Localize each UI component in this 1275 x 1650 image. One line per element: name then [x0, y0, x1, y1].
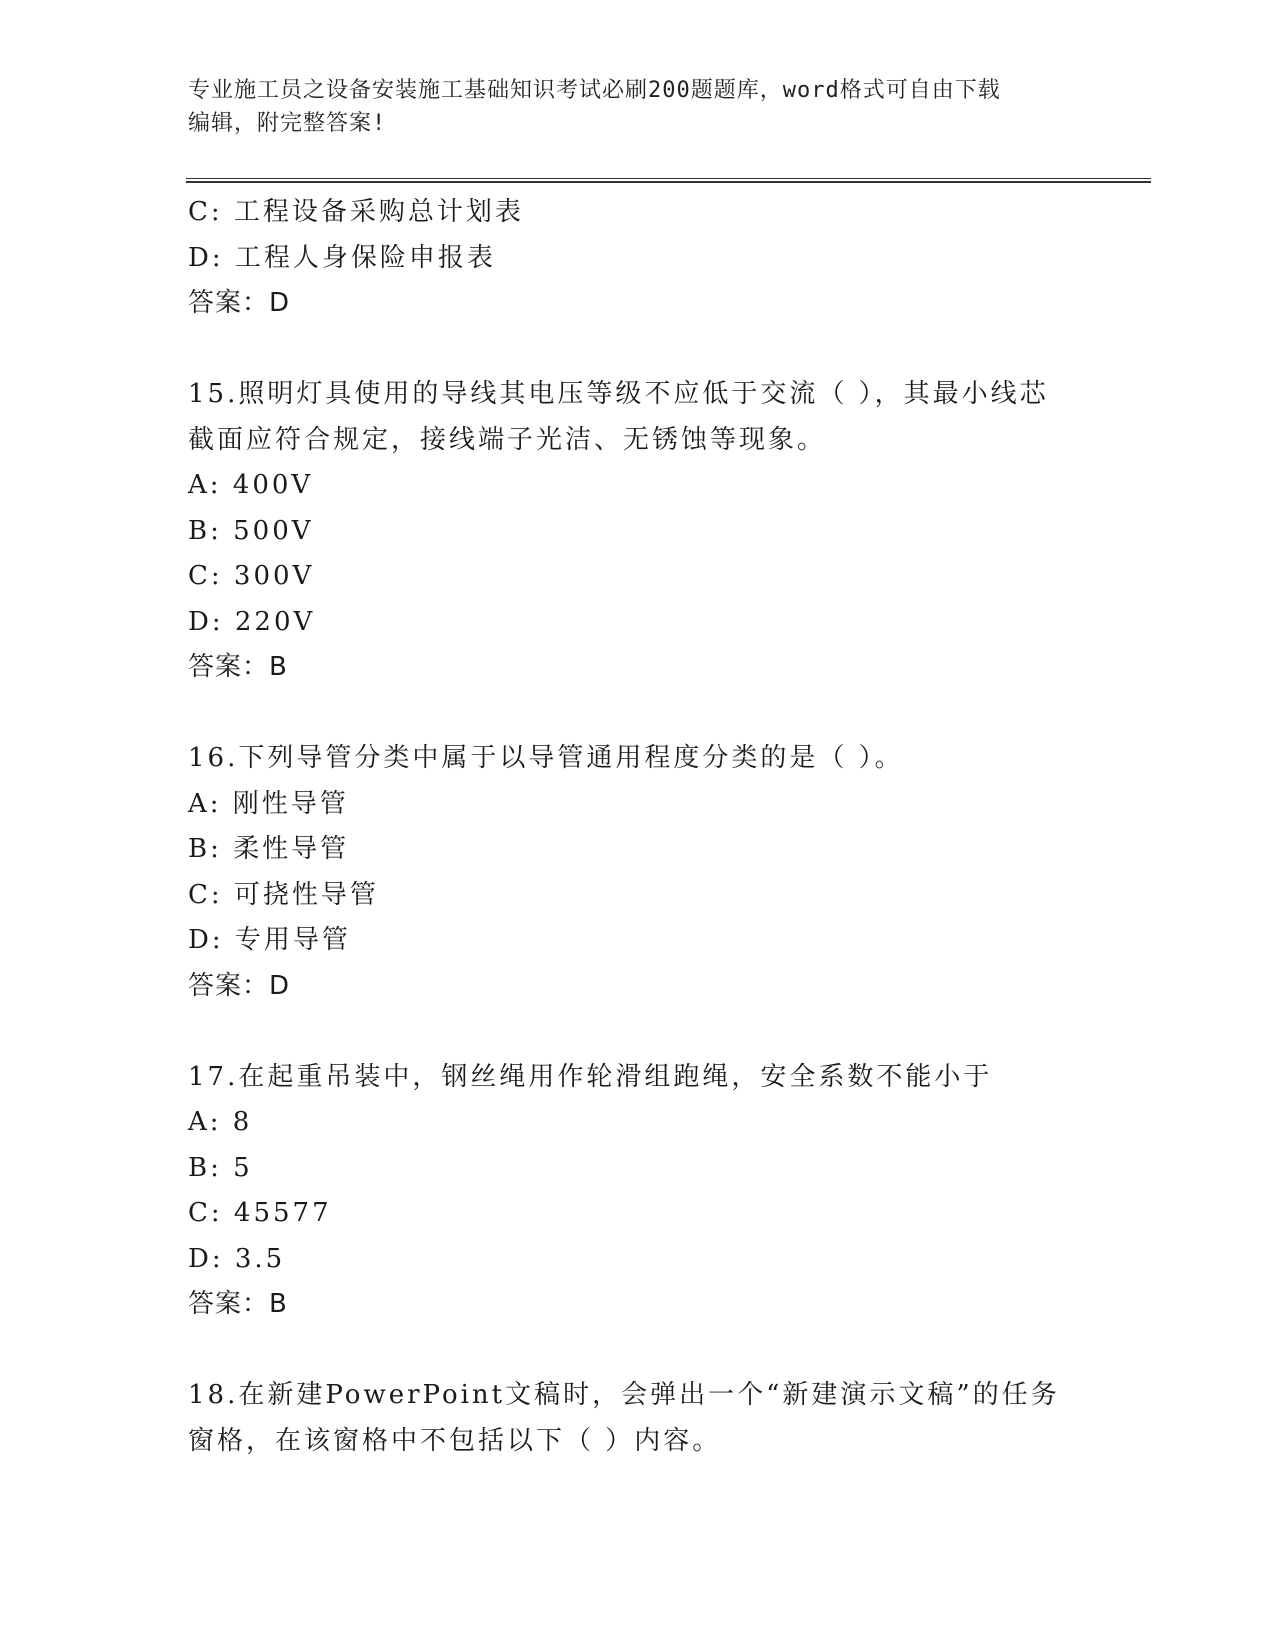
question-block-16 — [188, 736, 1088, 1009]
option-a: A: 400V — [188, 470, 314, 500]
question-text-line-1: 17.在起重吊装中，钢丝绳用作轮滑组跑绳，安全系数不能小于 — [188, 1061, 993, 1092]
question-text-line-1: 15.照明灯具使用的导线其电压等级不应低于交流（ ），其最小线芯 — [188, 379, 1049, 409]
option-c: C: 可挠性导管 — [188, 879, 379, 910]
option-c: C: 300V — [188, 561, 315, 591]
answer-line: 答案：D — [188, 288, 291, 318]
option-d: D: 3.5 — [188, 1243, 286, 1274]
option-d: D: 220V — [188, 606, 316, 637]
answer-line: 答案：B — [188, 652, 288, 682]
option-d: D: 专用导管 — [188, 925, 351, 955]
question-block-17 — [188, 1055, 1088, 1328]
answer-line: 答案：D — [188, 970, 291, 1001]
option-b: B: 5 — [188, 1152, 253, 1183]
question-block-14 — [188, 190, 1088, 327]
spacer — [188, 1009, 1088, 1055]
question-text-line-2: 窗格，在该窗格中不包括以下（ ）内容。 — [188, 1425, 722, 1456]
header-title-line-1: 专业施工员之设备安装施工基础知识考试必刷200题题库，word格式可自由下载 — [188, 78, 1001, 103]
option-c: C: 工程设备采购总计划表 — [188, 197, 524, 227]
question-text-line-2: 截面应符合规定，接线端子光洁、无锈蚀等现象。 — [188, 424, 827, 455]
document-header — [188, 74, 1088, 140]
question-block-15 — [188, 372, 1088, 691]
option-d: D: 工程人身保险申报表 — [188, 242, 496, 273]
question-list — [188, 190, 1088, 1464]
question-block-18 — [188, 1373, 1088, 1464]
option-c: C: 45577 — [188, 1198, 332, 1228]
spacer — [188, 1328, 1088, 1374]
header-title-line-2: 编辑，附完整答案! — [188, 111, 387, 136]
question-text-line-1: 16.下列导管分类中属于以导管通用程度分类的是（ ）。 — [188, 743, 904, 773]
spacer — [188, 691, 1088, 737]
option-b: B: 柔性导管 — [188, 834, 350, 864]
option-a: A: 刚性导管 — [188, 788, 349, 819]
question-text-line-1: 18.在新建PowerPoint文稿时，会弹出一个“新建演示文稿”的任务 — [188, 1380, 1060, 1410]
option-a: A: 8 — [188, 1107, 253, 1137]
option-b: B: 500V — [188, 515, 314, 546]
header-divider — [186, 178, 1151, 183]
answer-line: 答案：B — [188, 1289, 288, 1319]
spacer — [188, 327, 1088, 373]
